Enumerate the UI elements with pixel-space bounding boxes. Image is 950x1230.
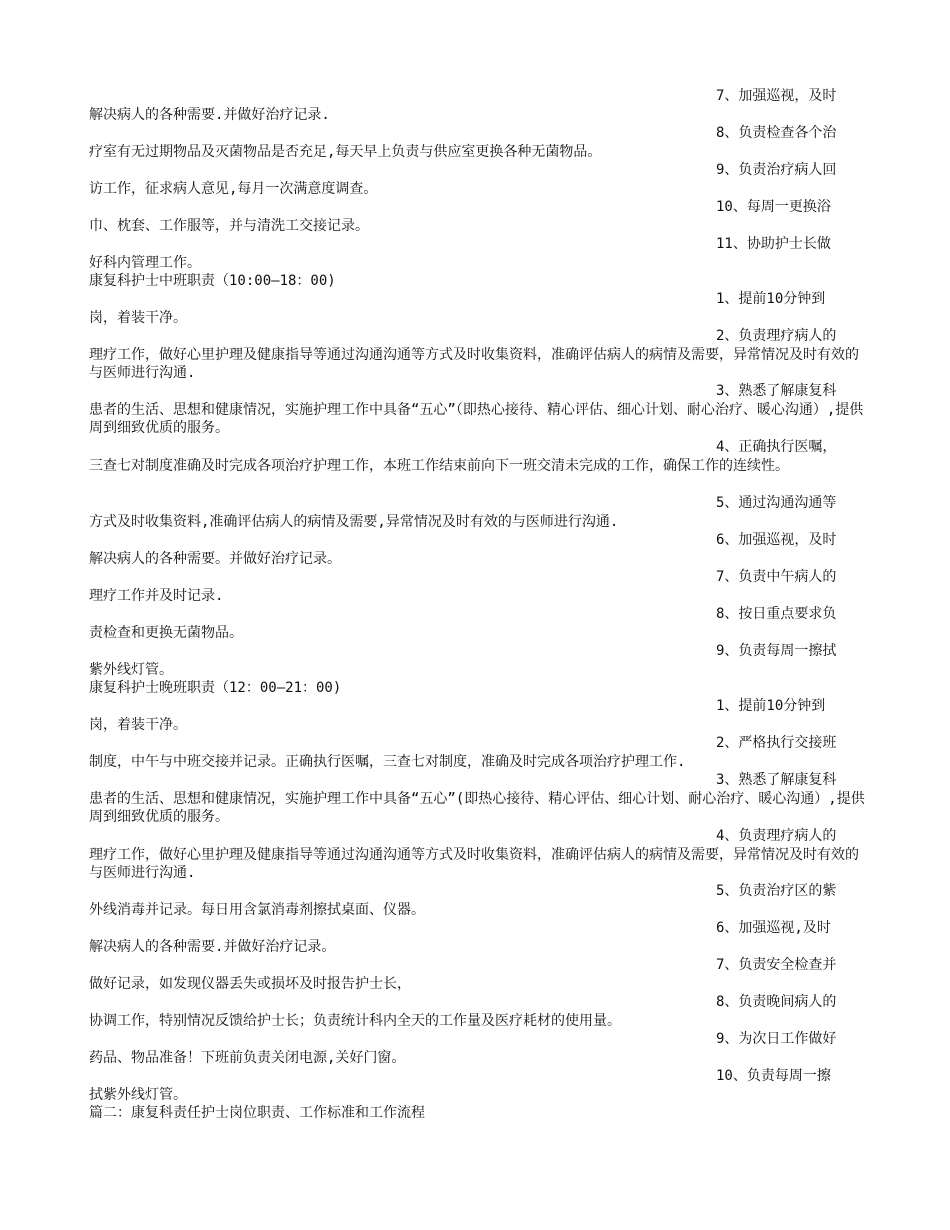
text-line: 外线消毒并记录。每日用含氯消毒剂擦拭桌面、仪器。: [89, 902, 425, 918]
text-line: 5、负责治疗区的紫: [716, 883, 837, 899]
text-line: 方式及时收集资料,准确评估病人的病情及需要,异常情况及时有效的与医师进行沟通.: [89, 514, 619, 530]
text-line: 解决病人的各种需要.并做好治疗记录。: [89, 939, 336, 955]
text-line: 8、负责晚间病人的: [716, 994, 837, 1010]
text-line: 3、熟悉了解康复科: [716, 772, 837, 788]
text-line: 10、负责每周一擦: [716, 1068, 831, 1084]
text-line: 紫外线灯管。: [89, 662, 173, 678]
text-line: 做好记录，如发现仪器丢失或损坏及时报告护士长，: [89, 976, 411, 992]
text-line: 5、通过沟通沟通等: [716, 495, 837, 511]
text-line: 3、熟悉了解康复科: [716, 383, 837, 399]
text-line: 岗，着装干净。: [89, 310, 187, 326]
text-line: 7、负责安全检查并: [716, 957, 837, 973]
text-line: 责检查和更换无菌物品。: [89, 625, 243, 641]
text-line: 理疗工作，做好心里护理及健康指导等通过沟通沟通等方式及时收集资料，准确评估病人的病情及需要，异常情况及时有效的与医师进行沟通.: [89, 347, 859, 381]
text-line: 9、为次日工作做好: [716, 1031, 837, 1047]
text-line: 8、按日重点要求负: [716, 606, 837, 622]
text-line: 9、负责治疗病人回: [716, 162, 837, 178]
text-line: 协调工作，特别情况反馈给护士长；负责统计科内全天的工作量及医疗耗材的使用量。: [89, 1013, 621, 1029]
text-line: 解决病人的各种需要.并做好治疗记录.: [89, 107, 330, 123]
text-line: 访工作，征求病人意见,每月一次满意度调查。: [89, 181, 378, 197]
section-heading: 康复科护士中班职责（10:00—18：00): [89, 273, 336, 289]
text-line: 三查七对制度准确及时完成各项治疗护理工作，本班工作结束前向下一班交清未完成的工作，确保工作的连续性。: [89, 458, 789, 474]
text-line: 7、负责中午病人的: [716, 569, 837, 585]
text-line: 解决病人的各种需要。并做好治疗记录。: [89, 551, 341, 567]
text-line: 1、提前10分钟到: [716, 698, 826, 714]
text-line: 4、负责理疗病人的: [716, 828, 837, 844]
text-line: 理疗工作并及时记录.: [89, 588, 224, 604]
text-line: 1、提前10分钟到: [716, 291, 826, 307]
text-line: 患者的生活、思想和健康情况，实施护理工作中具备“五心”(即热心接待、精心评估、细心计划、耐心治疗、暖心沟通）,提供周到细致优质的服务。: [89, 791, 865, 825]
text-line: 2、负责理疗病人的: [716, 328, 837, 344]
text-line: 10、每周一更换浴: [716, 199, 831, 215]
text-line: 11、协助护士长做: [716, 236, 831, 252]
text-line: 好科内管理工作。: [89, 255, 201, 271]
text-line: 疗室有无过期物品及灭菌物品是否充足,每天早上负责与供应室更换各种无菌物品。: [89, 144, 602, 160]
text-line: 巾、枕套、工作服等，并与清洗工交接记录。: [89, 218, 369, 234]
text-line: 6、加强巡视,及时: [716, 920, 831, 936]
section-heading: 篇二：康复科责任护士岗位职责、工作标准和工作流程: [89, 1105, 425, 1121]
section-heading: 康复科护士晚班职责（12：00—21：00): [89, 680, 342, 696]
text-line: 理疗工作，做好心里护理及健康指导等通过沟通沟通等方式及时收集资料，准确评估病人的病情及需要，异常情况及时有效的与医师进行沟通.: [89, 847, 859, 881]
text-line: 9、负责每周一擦拭: [716, 643, 837, 659]
text-line: 药品、物品准备！下班前负责关闭电源,关好门窗。: [89, 1050, 406, 1066]
text-line: 8、负责检查各个治: [716, 125, 837, 141]
text-line: 患者的生活、思想和健康情况，实施护理工作中具备“五心”（即热心接待、精心评估、细心计划、耐心治疗、暖心沟通）,提供周到细致优质的服务。: [89, 402, 864, 436]
text-line: 7、加强巡视，及时: [716, 88, 837, 104]
text-line: 2、严格执行交接班: [716, 735, 837, 751]
text-line: 拭紫外线灯管。: [89, 1087, 187, 1103]
text-line: 6、加强巡视，及时: [716, 532, 837, 548]
text-line: 制度，中午与中班交接并记录。正确执行医嘱，三查七对制度，准确及时完成各项治疗护理工作.: [89, 754, 686, 770]
text-line: 4、正确执行医嘱，: [716, 439, 837, 455]
text-line: 岗，着装干净。: [89, 717, 187, 733]
